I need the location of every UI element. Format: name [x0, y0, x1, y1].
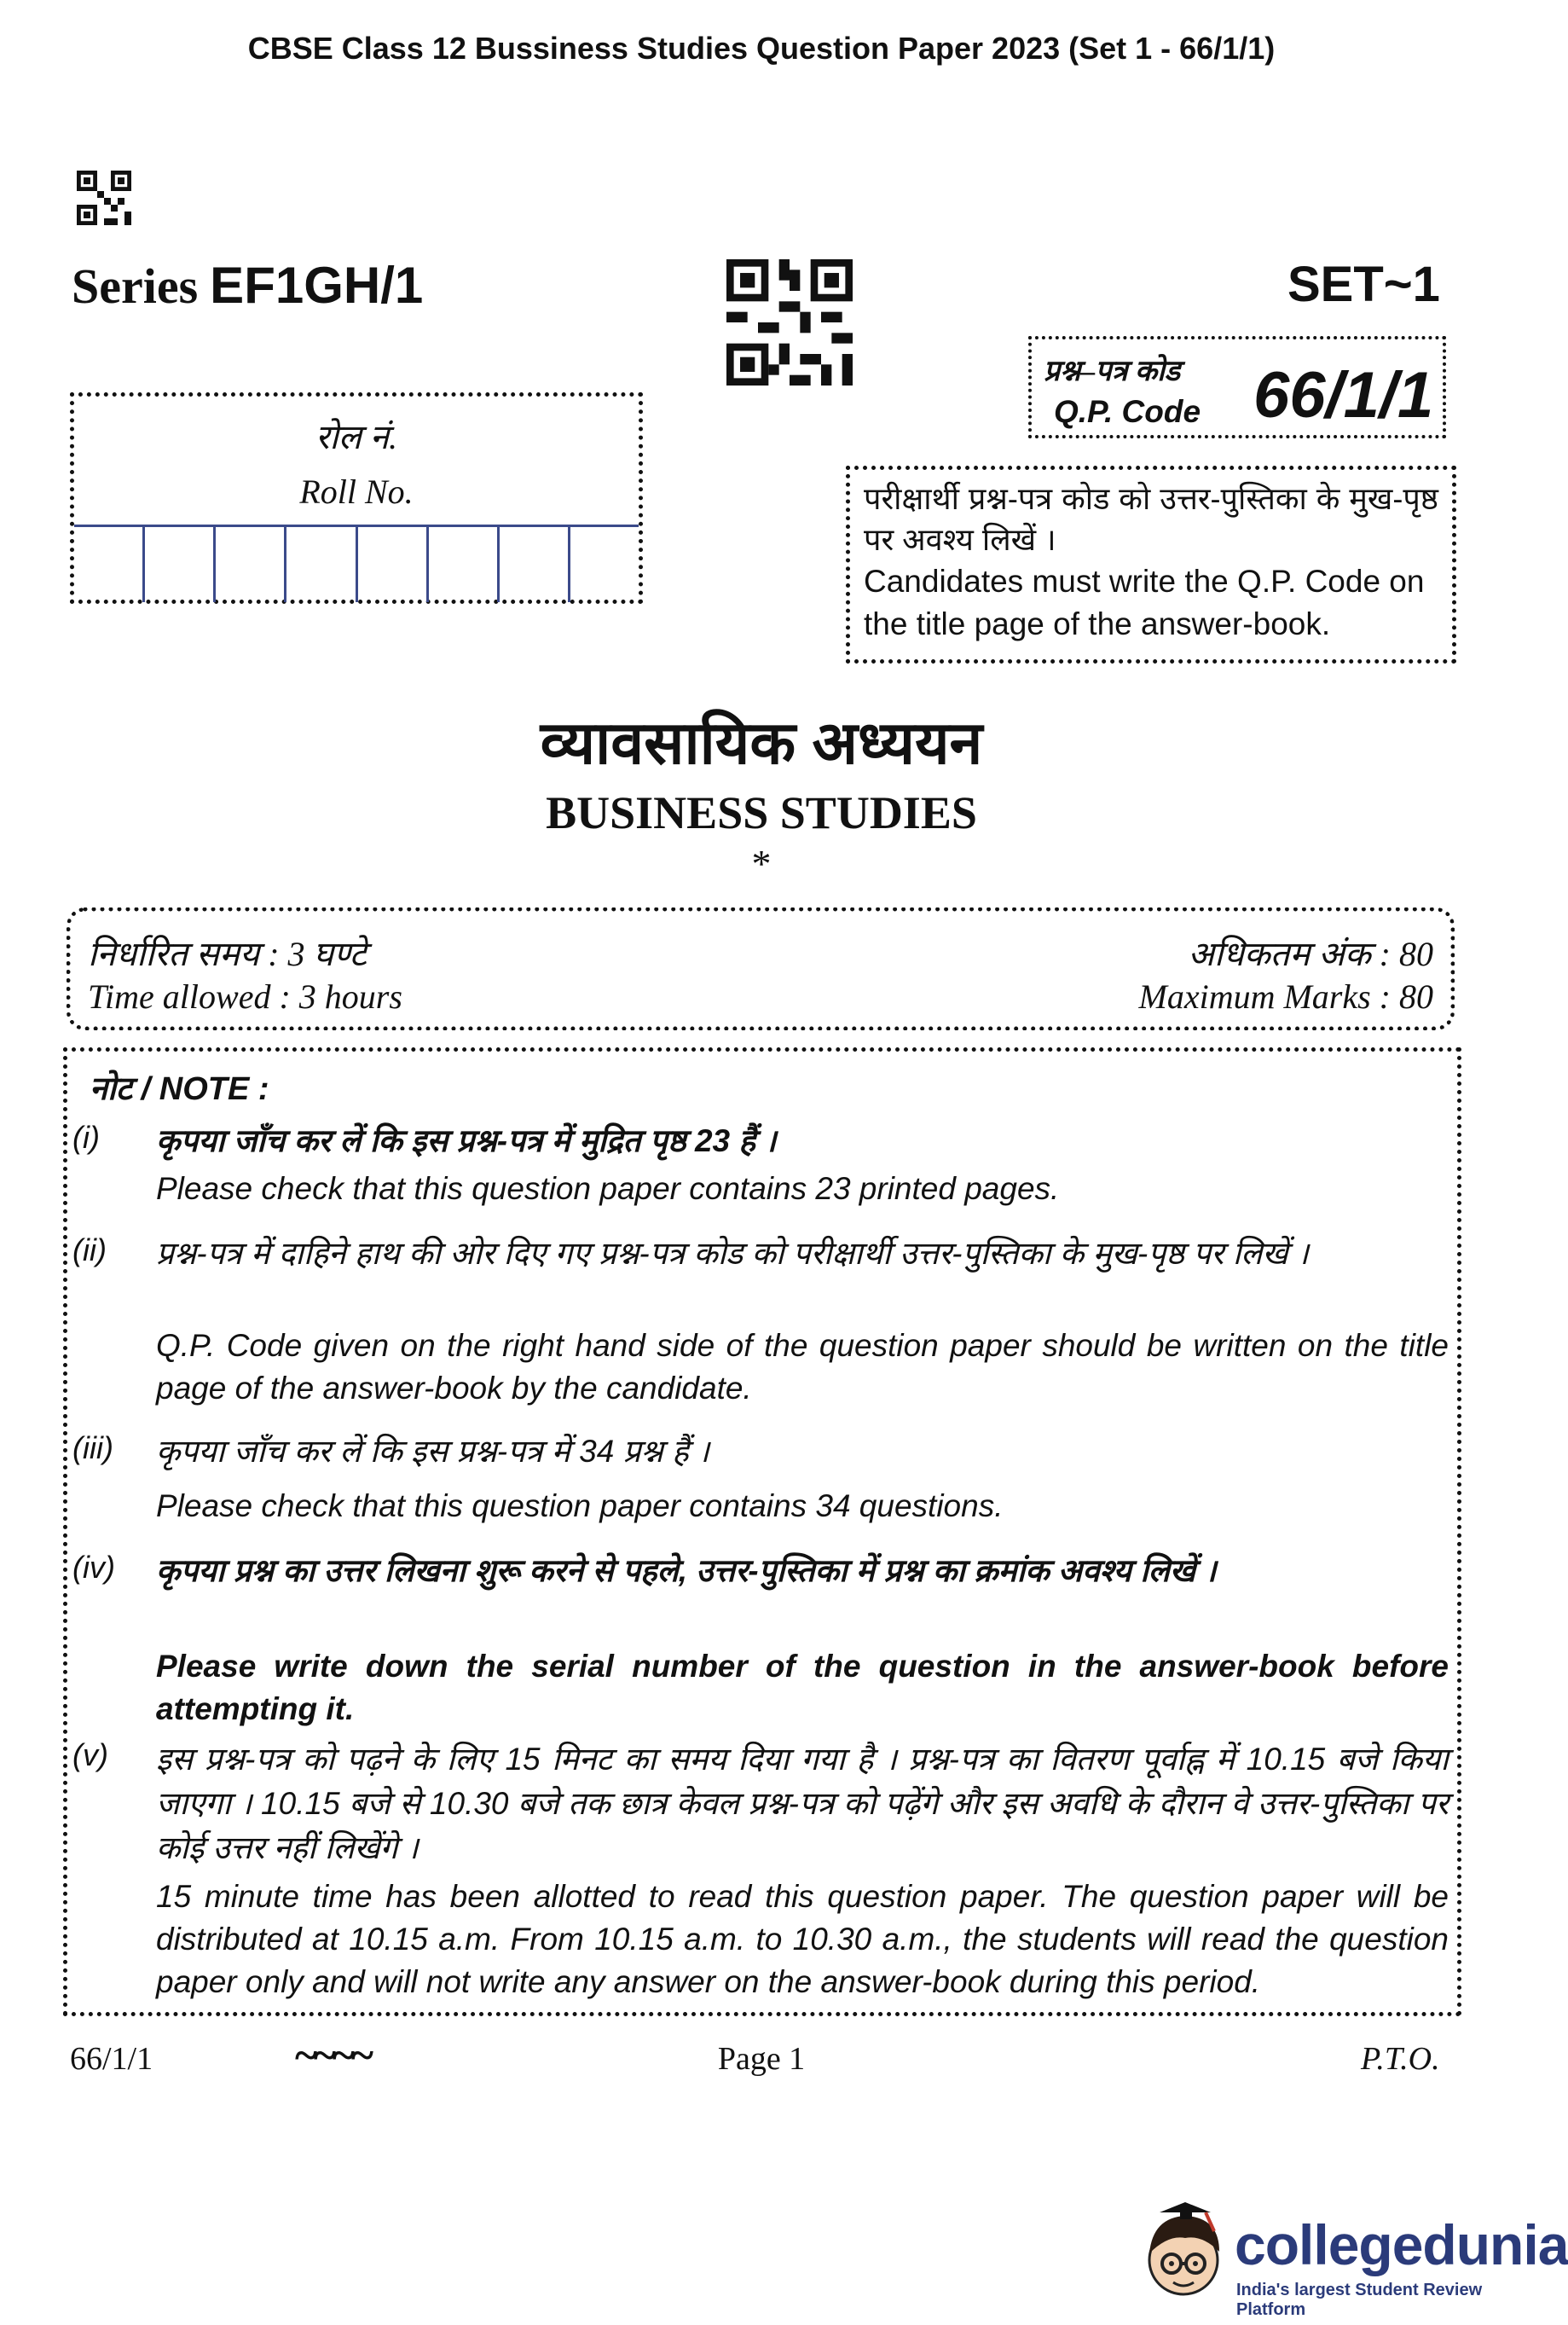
subject-title-hindi: व्यावसायिक अध्ययन — [540, 710, 983, 776]
time-allowed: Time allowed : 3 hours — [88, 977, 402, 1016]
note-number: (v) — [72, 1737, 108, 1772]
qp-code-label-hindi: प्रश्न–पत्र कोड — [1044, 356, 1181, 387]
subject-asterisk: * — [751, 842, 772, 885]
note-hindi: कृपया प्रश्न का उत्तर लिखना शुरू करने से पहले, उत्तर-पुस्तिका में प्रश्न का क्रमांक अवश्य लिखें । — [156, 1553, 1217, 1588]
note-english: Q.P. Code given on the right hand side of the question paper should be written on the title page of the answer-book by the candidate. — [156, 1328, 1449, 1406]
roll-number-cell — [570, 527, 639, 602]
brand-name: collegedunia — [1235, 2213, 1568, 2276]
roll-number-cell — [74, 527, 145, 602]
roll-number-box — [70, 392, 643, 604]
roll-number-cell — [358, 527, 429, 602]
notes-box — [63, 1047, 1461, 2016]
maximum-marks-hindi: अधिकतम अंक : 80 — [1188, 935, 1433, 973]
qp-code-value: 66/1/1 — [1253, 359, 1434, 432]
note-hindi: कृपया जाँच कर लें कि इस प्रश्न-पत्र में 34 प्रश्न हैं । — [156, 1434, 710, 1469]
small-qr-code-icon — [77, 171, 131, 225]
brand-tagline: India's largest Student Review Platform — [1236, 2281, 1483, 2319]
document-header: CBSE Class 12 Bussiness Studies Question Paper 2023 (Set 1 - 66/1/1) — [247, 31, 1276, 66]
set-label: SET~1 — [1287, 257, 1440, 312]
series-block — [72, 256, 423, 315]
qr-code-icon — [726, 259, 853, 386]
note-hindi: इस प्रश्न-पत्र को पढ़ने के लिए 15 मिनट का समय दिया गया है । प्रश्न-पत्र का वितरण पूर्वाह्न में 10.15 बजे किया जाएगा । 10.15 बजे से 10.30 बजे तक छात्र केवल प्रश्न-पत्र को पढ़ेंगे और इस अवधि के दौरान वे उत्तर-पुस्तिका पर कोई उत्तर नहीं लिखेंगे । — [156, 1742, 1449, 1865]
note-hindi: प्रश्न-पत्र में दाहिने हाथ की ओर दिए गए प्रश्न-पत्र कोड को परीक्षार्थी उत्तर-पुस्तिका के मुख-पृष्ठ पर लिखें । — [156, 1236, 1309, 1271]
brand-logo — [1134, 2200, 1568, 2319]
roll-number-cells — [74, 525, 639, 602]
series-code: EF1GH/1 — [210, 257, 424, 314]
roll-number-cell — [145, 527, 216, 602]
notes-title: नोट / NOTE : — [90, 1071, 269, 1107]
roll-number-cell — [500, 527, 570, 602]
roll-label: Roll No. — [299, 473, 414, 511]
roll-number-cell — [216, 527, 286, 602]
series-label: Series — [72, 258, 199, 314]
roll-number-cell — [429, 527, 500, 602]
note-english: Please write down the serial number of the question in the answer-book before attempting it. — [156, 1649, 1449, 1726]
please-turn-over: P.T.O. — [1361, 2041, 1440, 2077]
footer-qp-code: 66/1/1 — [70, 2041, 153, 2077]
subject-title: BUSINESS STUDIES — [546, 787, 977, 838]
time-marks-box — [67, 907, 1455, 1030]
maximum-marks: Maximum Marks : 80 — [1138, 977, 1433, 1016]
time-allowed-hindi: निर्धारित समय : 3 घण्टे — [88, 935, 367, 973]
note-hindi: कृपया जाँच कर लें कि इस प्रश्न-पत्र में मुद्रित पृष्ठ 23 हैं । — [156, 1123, 777, 1158]
roll-number-cell — [286, 527, 357, 602]
note-english: Please check that this question paper contains 23 printed pages. — [156, 1171, 1060, 1206]
qp-instruction-english: Candidates must write the Q.P. Code on the title page of the answer-book. — [864, 564, 1425, 641]
footer-ornament: ~~~~ — [295, 2031, 371, 2079]
page-number: Page 1 — [717, 2041, 806, 2077]
note-number: (iv) — [72, 1550, 115, 1585]
note-english: 15 minute time has been allotted to read this question paper. The question paper will be distributed at 10.15 a.m. From 10.15 a.m. to 10.30 a.m., the students will read the question paper only and will not write any answer on the answer-book during this period. — [156, 1879, 1449, 1999]
note-english: Please check that this question paper contains 34 questions. — [156, 1488, 1004, 1523]
note-number: (iii) — [72, 1430, 113, 1465]
note-number: (i) — [72, 1120, 100, 1155]
qp-code-label: Q.P. Code — [1054, 394, 1201, 429]
mascot-icon — [1134, 2200, 1236, 2311]
note-number: (ii) — [72, 1232, 107, 1267]
roll-label-hindi: रोल नं. — [315, 418, 398, 456]
qp-code-instruction-box — [846, 466, 1456, 664]
qp-instruction-hindi: परीक्षार्थी प्रश्न-पत्र कोड को उत्तर-पुस्तिका के मुख-पृष्ठ पर अवश्य लिखें । — [864, 481, 1438, 557]
qp-code-box — [1028, 336, 1446, 438]
